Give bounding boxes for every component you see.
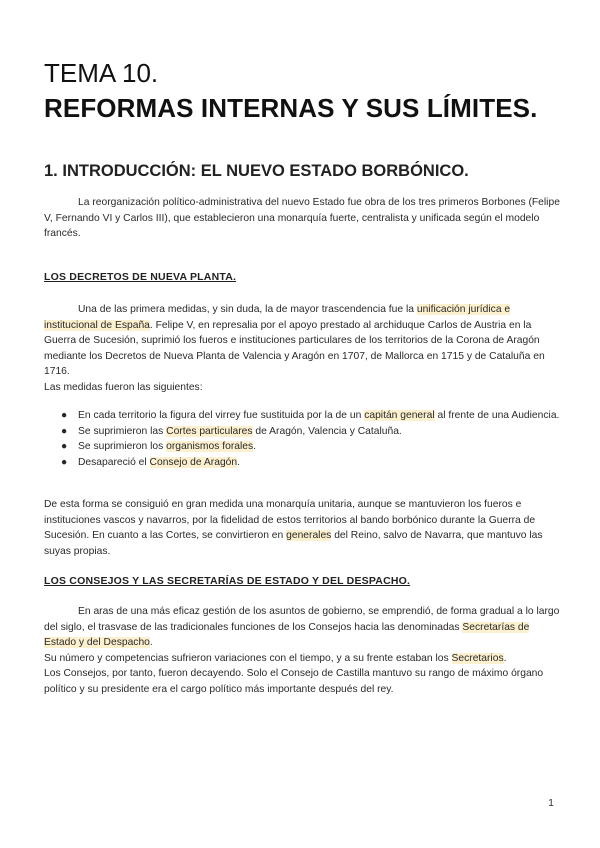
text-run: de Aragón, Valencia y Cataluña.	[252, 425, 402, 437]
text-run: al frente de una Audiencia.	[434, 410, 560, 421]
highlight: Secretarios	[451, 652, 504, 664]
text-run: Su número y competencias sufrieron variaciones con el tiempo, y a su frente estaban los	[44, 652, 452, 664]
text-run: En aras de una más eficaz gestión de los asuntos de gobierno, se emprendió, de forma gradual a lo largo del siglo, el trasvase de las tradicionales funciones de los Consejos hacia las denominadas	[44, 606, 560, 633]
text-run: .	[149, 637, 153, 648]
tema-label: TEMA 10.	[44, 58, 159, 88]
consejos-paragraph-2	[44, 651, 560, 667]
page-title: REFORMAS INTERNAS Y SUS LÍMITES.	[44, 93, 538, 123]
text-run: Se suprimieron las	[78, 425, 167, 437]
list-item	[44, 424, 560, 440]
decretos-heading: LOS DECRETOS DE NUEVA PLANTA.	[44, 271, 237, 283]
text-run: .	[253, 441, 257, 452]
text-run: .	[237, 456, 241, 468]
bullet-icon: ●	[61, 425, 68, 437]
text-run: En cada territorio la figura del virrey fue sustituida por la de un	[78, 410, 365, 421]
text-run: Se suprimieron los	[78, 441, 167, 452]
page-number: 1	[548, 797, 554, 809]
consejos-paragraph-3: Los Consejos, por tanto, fueron decayendo. Solo el Consejo de Castilla mantuvo su rango de máximo órgano político y su presidente era el cargo político más importante después del rey.	[44, 668, 544, 695]
highlight: unificación jurídica e institucional de España	[44, 304, 511, 331]
highlight: capitán general	[364, 410, 435, 421]
section-heading-1	[44, 160, 469, 182]
list-item	[44, 439, 560, 455]
text-run: . Felipe V, en represalia por el apoyo prestado al archiduque Carlos de Austria en la Guerra de Sucesión, suprimió los fueros e instituciones particulares de los territorios de la Corona de Aragón mediante los Decretos de Nueva Planta de Valencia y Aragón en 1707, de Mallorca en 1715 y de Cataluña en 1716.	[44, 319, 545, 377]
decretos-paragraph-1	[44, 302, 560, 395]
consejos-paragraphs	[44, 604, 560, 697]
text-run: Desapareció el	[78, 456, 150, 468]
highlight: generales	[286, 530, 332, 541]
highlight: Cortes particulares	[166, 425, 253, 437]
intro-paragraph: La reorganización político-administrativa del nuevo Estado fue obra de los tres primeros Borbones (Felipe V, Fernando VI y Carlos III), que establecieron una monarquía fuerte, centralista y unificada según el modelo francés.	[44, 197, 560, 239]
bullet-icon: ●	[61, 410, 68, 421]
text-run: .	[503, 652, 507, 664]
section-number: 1.	[44, 162, 58, 180]
highlight: Consejo de Aragón	[149, 456, 238, 468]
medidas-list	[44, 408, 560, 470]
text-run: del Reino, salvo de Navarra, que mantuvo las suyas propias.	[44, 530, 543, 557]
bullet-icon: ●	[61, 441, 68, 452]
medidas-intro: Las medidas fueron las siguientes:	[44, 381, 203, 393]
highlight: Secretarías de Estado y del Despacho	[44, 621, 530, 648]
section-title: INTRODUCCIÓN: EL NUEVO ESTADO BORBÓNICO.	[62, 162, 469, 180]
list-item	[44, 408, 560, 424]
decretos-paragraph-2	[44, 497, 560, 559]
list-item	[44, 455, 560, 471]
consejos-paragraph-1	[44, 604, 560, 651]
text-run: De esta forma se consiguió en gran medida una monarquía unitaria, aunque se mantuvieron los fueros e instituciones vascos y navarros, por la fidelidad de estos territorios al bando borbónico durante la Guerra de Sucesión. En cuanto a las Cortes, se convirtieron en	[44, 499, 536, 541]
highlight: organismos forales	[166, 441, 254, 452]
text-run: Una de las primera medidas, y sin duda, la de mayor trascendencia fue la	[78, 304, 417, 315]
bullet-icon: ●	[61, 456, 68, 468]
consejos-heading: LOS CONSEJOS Y LAS SECRETARÍAS DE ESTADO Y DEL DESPACHO.	[44, 575, 411, 587]
